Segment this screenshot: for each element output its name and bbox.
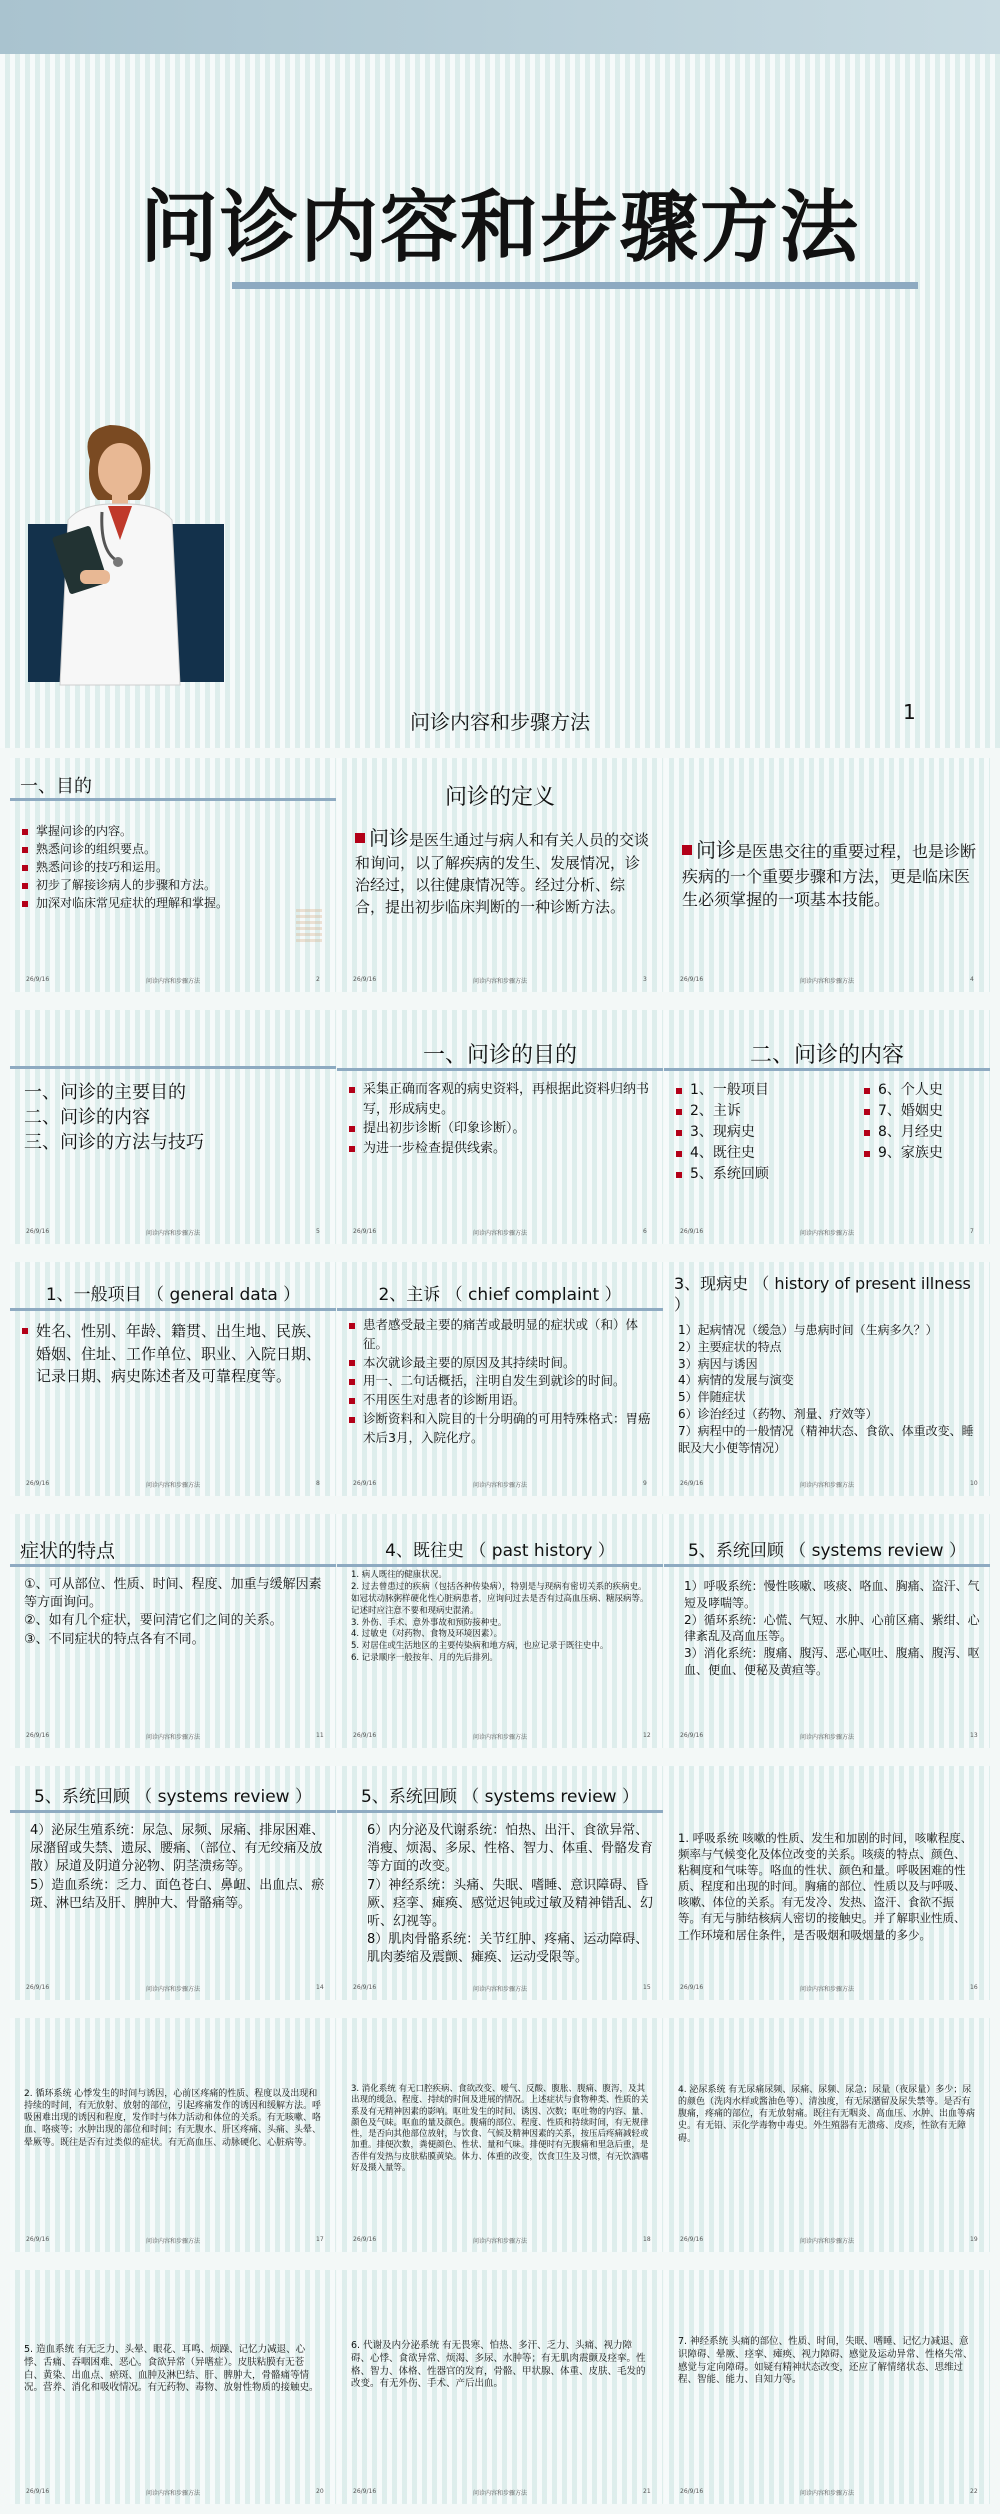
list-item: 2. 过去曾患过的疾病（包括各种传染病），特别是与现病有密切关系的疾病史。如冠状动脉粥样硬化性心脏病患者，应询问过去是否有过高血压病、糖尿病等。记述时应注意不要和现病史混淆。 bbox=[351, 1581, 649, 1616]
list-item: 9、家族史 bbox=[864, 1143, 980, 1164]
slide-number: 17 bbox=[316, 2236, 324, 2243]
endocrine-text: 6. 代谢及内分泌系统 有无畏寒、怕热、多汗、乏力、头痛、视力障碍、心悸、食欲异常、烦渴、多尿、水肿等；有无肌肉震颤及痉挛。性格、智力、体格、性器官的发育，骨骼、甲状腺、体重、皮肤、毛发的改变。有无外伤、手术、产后出血。 bbox=[351, 2340, 646, 2390]
slide-5 bbox=[10, 1010, 336, 1244]
slide-9 bbox=[337, 1262, 663, 1496]
footer-title: 问诊内容和步骤方法 bbox=[800, 1230, 855, 1237]
footer-title: 问诊内容和步骤方法 bbox=[473, 978, 528, 985]
list-item: 4）泌尿生殖系统：尿急、尿频、尿痛、排尿困难、尿潴留或失禁、遗尿、腰痛、（部位、有无绞痛及放散）尿道及阴道分泌物、阴茎溃疡等。 bbox=[30, 1823, 325, 1875]
title-divider bbox=[10, 798, 336, 801]
footer-title: 问诊内容和步骤方法 bbox=[146, 978, 201, 985]
footer-date: 26/9/16 bbox=[26, 1480, 50, 1487]
slide-17 bbox=[10, 2018, 336, 2252]
list-item: 2）主要症状的特点 bbox=[678, 1339, 782, 1354]
content-list-col2 bbox=[864, 1080, 980, 1164]
list-item: 7、婚姻史 bbox=[864, 1101, 980, 1122]
list-item: 5）伴随症状 bbox=[678, 1390, 746, 1405]
slide-number: 19 bbox=[970, 2236, 978, 2243]
list-item: 6）诊治经过（药物、剂量、疗效等） bbox=[678, 1406, 878, 1421]
list-item: 1. 病人既往的健康状况。 bbox=[351, 1570, 447, 1580]
content-list-col1 bbox=[676, 1080, 826, 1185]
footer-date: 26/9/16 bbox=[26, 1984, 50, 1991]
slide-footer bbox=[680, 2236, 978, 2245]
slide-number: 4 bbox=[970, 976, 974, 983]
footer-date: 26/9/16 bbox=[680, 976, 704, 983]
slide-11 bbox=[10, 1514, 336, 1748]
slide-footer bbox=[680, 2488, 978, 2497]
footer-title: 问诊内容和步骤方法 bbox=[800, 1986, 855, 1993]
slide-13 bbox=[664, 1514, 990, 1748]
slide-number: 15 bbox=[643, 1984, 651, 1991]
footer-title: 问诊内容和步骤方法 bbox=[146, 2490, 201, 2497]
list-item: 7）病程中的一般情况（精神状态、食欲、体重改变、睡眠及大小便等情况） bbox=[678, 1423, 974, 1455]
slide-footer bbox=[26, 1732, 324, 1741]
list-item: 本次就诊最主要的原因及其持续时间。 bbox=[349, 1354, 653, 1373]
footer-date: 26/9/16 bbox=[26, 976, 50, 983]
slide-title: 4、既往史 （ past history ） bbox=[385, 1541, 615, 1561]
outline-list bbox=[24, 1080, 326, 1156]
slide-20 bbox=[10, 2270, 336, 2504]
list-item: 5）造血系统：乏力、面色苍白、鼻衄、出血点、瘀斑、淋巴结及肝、脾肿大、骨骼痛等。 bbox=[30, 1877, 325, 1911]
slide-footer bbox=[26, 1984, 324, 1993]
slide-7 bbox=[664, 1010, 990, 1244]
slide-6 bbox=[337, 1010, 663, 1244]
list-item: 6. 记录顺序一般按年、月的先后排列。 bbox=[351, 1653, 498, 1664]
slide-footer bbox=[26, 2488, 324, 2497]
cover-title-underline bbox=[232, 282, 918, 289]
footer-date: 26/9/16 bbox=[680, 1984, 704, 1991]
footer-title: 问诊内容和步骤方法 bbox=[146, 1482, 201, 1489]
slide-footer bbox=[680, 1228, 974, 1237]
slide-4 bbox=[664, 758, 990, 992]
list-item: 2）循环系统：心慌、气短、水肿、心前区痛、紫绀、心律紊乱及高血压等。 bbox=[684, 1612, 980, 1644]
list-item: 提出初步诊断（印象诊断）。 bbox=[349, 1119, 653, 1139]
list-item: 1、一般项目 bbox=[676, 1080, 826, 1101]
slide-title: 5、系统回顾 （ systems review ） bbox=[688, 1541, 966, 1561]
keyword: 问诊 bbox=[696, 838, 736, 862]
title-divider bbox=[10, 1308, 336, 1311]
importance-text bbox=[682, 836, 978, 911]
slide-footer bbox=[353, 1984, 651, 1993]
slide-number: 22 bbox=[970, 2488, 978, 2495]
list-item: 熟悉问诊的组织要点。 bbox=[22, 840, 326, 858]
slide-title: 2、主诉 （ chief complaint ） bbox=[378, 1285, 622, 1305]
cover-page-number: 1 bbox=[903, 700, 916, 724]
list-item: 6）内分泌及代谢系统：怕热、出汗、食欲异常、消瘦、烦渴、多尿、性格、智力、体重、骨骼发育等方面的改变。 bbox=[367, 1823, 654, 1875]
bullet-list bbox=[22, 822, 326, 912]
doctor-illustration bbox=[50, 420, 190, 690]
slide-number: 7 bbox=[970, 1228, 974, 1235]
footer-title: 问诊内容和步骤方法 bbox=[473, 1734, 528, 1741]
footer-title: 问诊内容和步骤方法 bbox=[146, 1986, 201, 1993]
cover-top-bar bbox=[0, 0, 1000, 54]
slide-footer bbox=[680, 1480, 978, 1489]
list-item: 诊断资料和入院目的十分明确的可用特殊格式：胃癌术后3月，入院化疗。 bbox=[349, 1410, 653, 1448]
slide-number: 18 bbox=[643, 2236, 651, 2243]
slide-number: 10 bbox=[970, 1480, 978, 1487]
urinary-text: 4. 泌尿系统 有无尿痛尿频、尿痛、尿频、尿急；尿量（夜尿量）多少；尿的颜色（洗肉水样或酱油色等）、清浊度，有无尿潴留及尿失禁等。是否有腹痛，疼痛的部位，有无放射痛。既往有无咽炎、高血压、水肿、出血等病史。有无铅、汞化学毒物中毒史。外生殖器有无溃疡、皮疹，性欲有无障碍。 bbox=[678, 2085, 976, 2144]
slide-19 bbox=[664, 2018, 990, 2252]
list-item: 二、问诊的内容 bbox=[24, 1107, 150, 1129]
list-item: 3）消化系统：腹痛、腹泻、恶心呕吐、腹痛、腹泻、呕血、便血、便秘及黄疸等。 bbox=[684, 1646, 980, 1677]
list-item: 一、问诊的主要目的 bbox=[24, 1082, 186, 1103]
list-item: 6、个人史 bbox=[864, 1080, 980, 1101]
bullet-marker bbox=[682, 845, 692, 855]
footer-title: 问诊内容和步骤方法 bbox=[473, 2238, 528, 2245]
list-item: 1）呼吸系统：慢性咳嗽、咳痰、咯血、胸痛、盗汗、气短及哮喘等。 bbox=[684, 1579, 980, 1610]
list-item: 不用医生对患者的诊断用语。 bbox=[349, 1391, 653, 1410]
list-item: 用一、二句话概括，注明自发生到就诊的时间。 bbox=[349, 1372, 653, 1391]
slide-22 bbox=[664, 2270, 990, 2504]
past-history-list bbox=[351, 1570, 653, 1665]
footer-title: 问诊内容和步骤方法 bbox=[800, 1482, 855, 1489]
footer-title: 问诊内容和步骤方法 bbox=[800, 2238, 855, 2245]
title-divider bbox=[664, 1068, 990, 1071]
slide-title: 5、系统回顾 （ systems review ） bbox=[34, 1787, 312, 1807]
slide-3 bbox=[337, 758, 663, 992]
footer-date: 26/9/16 bbox=[680, 2488, 704, 2495]
bullet-list bbox=[349, 1316, 653, 1447]
title-divider bbox=[337, 1810, 663, 1813]
respiratory-text: 1. 呼吸系统 咳嗽的性质、发生和加剧的时间，咳嗽程度、频率与气候变化及体位改变的关系。咳痰的特点、颜色、粘稠度和气味等。咯血的性状、颜色和量。呼吸困难的性质、程度和出现的时间。胸痛的部位、性质以及与呼吸、咳嗽、体位的关系。有无发冷、发热、盗汗、食欲不振等。有无与肺结核病人密切的接触史。并了解职业性质、工作环境和居住条件，是否吸烟和吸烟量的多少。 bbox=[678, 1831, 973, 1942]
footer-title: 问诊内容和步骤方法 bbox=[800, 1734, 855, 1741]
keyword: 问诊 bbox=[369, 826, 409, 850]
slide-10 bbox=[664, 1262, 990, 1496]
slide-number: 12 bbox=[643, 1732, 651, 1739]
list-item: 4、既往史 bbox=[676, 1143, 826, 1164]
footer-date: 26/9/16 bbox=[680, 2236, 704, 2243]
slide-number: 2 bbox=[316, 976, 320, 983]
list-item: ①、可从部位、性质、时间、程度、加重与缓解因素等方面询问。 bbox=[24, 1577, 322, 1611]
title-divider bbox=[337, 1564, 663, 1567]
footer-date: 26/9/16 bbox=[353, 2488, 377, 2495]
footer-date: 26/9/16 bbox=[353, 1732, 377, 1739]
systems-list bbox=[684, 1578, 980, 1679]
slide-number: 13 bbox=[970, 1732, 978, 1739]
decoration bbox=[296, 908, 322, 942]
hematologic-text: 5. 造血系统 有无乏力、头晕、眼花、耳鸣、烦躁、记忆力减退、心悸、舌痛、吞咽困难、恶心。食欲异常（异嗜症）。皮肤粘膜有无苍白、黄染、出血点、瘀斑、血肿及淋巴结、肝、脾肿大，骨骼痛等情况。营养、消化和吸收情况。有无药物、毒物、放射性物质的接触史。 bbox=[24, 2344, 319, 2394]
list-item: 3. 外伤、手术、意外事故和预防接种史。 bbox=[351, 1617, 507, 1628]
slide-21 bbox=[337, 2270, 663, 2504]
footer-date: 26/9/16 bbox=[26, 1732, 50, 1739]
slide-footer bbox=[26, 1228, 320, 1237]
slide-footer bbox=[680, 1732, 978, 1741]
cover-title: 问诊内容和步骤方法 bbox=[139, 183, 860, 273]
footer-date: 26/9/16 bbox=[680, 1480, 704, 1487]
slide-footer bbox=[353, 1480, 647, 1489]
list-item: 患者感受最主要的痛苦或最明显的症状或（和）体征。 bbox=[349, 1316, 653, 1354]
definition-body: 是医生通过与病人和有关人员的交谈和询问，以了解疾病的发生、发展情况，诊治经过，以往健康情况等。经过分析、综合，提出初步临床判断的一种诊断方法。 bbox=[355, 831, 650, 916]
footer-title: 问诊内容和步骤方法 bbox=[146, 2238, 201, 2245]
list-item: 4. 过敏史（对药物、食物及环境因素）。 bbox=[351, 1629, 503, 1640]
footer-title: 问诊内容和步骤方法 bbox=[146, 1230, 201, 1237]
list-item: 初步了解接诊病人的步骤和方法。 bbox=[22, 876, 326, 894]
slide-title: 二、问诊的内容 bbox=[749, 1043, 904, 1068]
bullet-list bbox=[349, 1080, 653, 1158]
slide-title: 3、现病史 （ history of present illness ） bbox=[674, 1274, 971, 1314]
slide-number: 5 bbox=[316, 1228, 320, 1235]
slide-12 bbox=[337, 1514, 663, 1748]
slide-footer bbox=[353, 976, 647, 985]
title-divider bbox=[337, 1068, 663, 1071]
list-item: 三、问诊的方法与技巧 bbox=[24, 1132, 204, 1154]
footer-date: 26/9/16 bbox=[353, 1480, 377, 1487]
slide-footer bbox=[353, 2236, 651, 2245]
slide-title: 一、目的 bbox=[20, 776, 92, 797]
slide-title: 症状的特点 bbox=[20, 1540, 116, 1562]
slide-title: 1、一般项目 （ general data ） bbox=[45, 1285, 301, 1305]
list-item: 5. 对居住或生活地区的主要传染病和地方病，也应记录于既往史中。 bbox=[351, 1641, 609, 1652]
footer-date: 26/9/16 bbox=[353, 1228, 377, 1235]
list-item: 3）病因与诱因 bbox=[678, 1356, 758, 1371]
slide-footer bbox=[680, 1984, 978, 1993]
bullet-marker bbox=[355, 833, 365, 843]
list-item: 3、现病史 bbox=[676, 1122, 826, 1143]
title-divider bbox=[337, 1308, 663, 1311]
slide-number: 16 bbox=[970, 1984, 978, 1991]
slide-title: 5、系统回顾 （ systems review ） bbox=[361, 1787, 639, 1807]
slide-footer bbox=[26, 2236, 324, 2245]
slide-footer bbox=[353, 1732, 651, 1741]
slide-number: 20 bbox=[316, 2488, 324, 2495]
feature-list bbox=[24, 1576, 326, 1649]
list-item: 掌握问诊的内容。 bbox=[22, 822, 326, 840]
cover-subtitle: 问诊内容和步骤方法 bbox=[410, 710, 590, 734]
slide-title: 一、问诊的目的 bbox=[422, 1043, 577, 1068]
slide-footer bbox=[26, 976, 320, 985]
slide-8 bbox=[10, 1262, 336, 1496]
footer-date: 26/9/16 bbox=[353, 976, 377, 983]
definition-text bbox=[355, 824, 651, 918]
list-item: 7）神经系统：头痛、失眠、嗜睡、意识障碍、昏厥、痉挛、瘫痪、感觉迟钝或过敏及精神错乱、幻听、幻视等。 bbox=[367, 1877, 654, 1929]
list-item: ②、如有几个症状，要问清它们之间的关系。 bbox=[24, 1613, 283, 1629]
list-item: 姓名、性别、年龄、籍贯、出生地、民族、婚姻、住址、工作单位、职业、入院日期、记录日期、病史陈述者及可靠程度等。 bbox=[22, 1320, 326, 1388]
title-divider bbox=[664, 1564, 990, 1567]
slide-number: 6 bbox=[643, 1228, 647, 1235]
slide-number: 21 bbox=[643, 2488, 651, 2495]
slide-number: 14 bbox=[316, 1984, 324, 1991]
list-item: 采集正确而客观的病史资料，再根据此资料归纳书写，形成病史。 bbox=[349, 1080, 653, 1119]
title-divider bbox=[10, 1564, 336, 1567]
footer-date: 26/9/16 bbox=[680, 1732, 704, 1739]
cover-slide bbox=[0, 0, 1000, 748]
footer-date: 26/9/16 bbox=[680, 1228, 704, 1235]
systems-list bbox=[30, 1822, 326, 1913]
slide-footer bbox=[353, 2488, 651, 2497]
footer-title: 问诊内容和步骤方法 bbox=[800, 2490, 855, 2497]
list-item: 8）肌肉骨骼系统：关节红肿、疼痛、运动障碍、肌肉萎缩及震颤、瘫痪、运动受限等。 bbox=[367, 1932, 649, 1966]
footer-title: 问诊内容和步骤方法 bbox=[473, 1986, 528, 1993]
footer-date: 26/9/16 bbox=[353, 1984, 377, 1991]
footer-title: 问诊内容和步骤方法 bbox=[146, 1734, 201, 1741]
circulatory-text: 2. 循环系统 心悸发生的时间与诱因，心前区疼痛的性质、程度以及出现和持续的时间，有无放射、放射的部位，引起疼痛发作的诱因和缓解方法。呼吸困难出现的诱因和程度，发作时与体力活动和体位的关系。有无咳嗽、咯血、咯痰等；水肿出现的部位和时间；有无腹水、肝区疼痛、头痛、头晕、晕厥等。既往是否有过类似的症状。有无高血压、动脉硬化、心脏病等。 bbox=[24, 2089, 322, 2148]
slide-15 bbox=[337, 1766, 663, 2000]
footer-title: 问诊内容和步骤方法 bbox=[800, 978, 855, 985]
slide-18 bbox=[337, 2018, 663, 2252]
footer-date: 26/9/16 bbox=[26, 2236, 50, 2243]
footer-date: 26/9/16 bbox=[26, 2488, 50, 2495]
bullet-list bbox=[22, 1320, 326, 1388]
footer-title: 问诊内容和步骤方法 bbox=[473, 1482, 528, 1489]
list-item: 为进一步检查提供线索。 bbox=[349, 1139, 653, 1159]
footer-title: 问诊内容和步骤方法 bbox=[473, 2490, 528, 2497]
neurologic-text: 7. 神经系统 头痛的部位、性质、时间，失眠、嗜睡、记忆力减退、意识障碍、晕厥、痉挛、瘫痪、视力障碍、感觉及运动异常、性格失常、感觉与定向障碍。如疑有精神状态改变，还应了解情绪状态、思维过程、智能、能力、自知力等。 bbox=[678, 2336, 973, 2386]
title-divider bbox=[10, 1810, 336, 1813]
footer-date: 26/9/16 bbox=[26, 1228, 50, 1235]
list-item: 加深对临床常见症状的理解和掌握。 bbox=[22, 894, 326, 912]
slide-number: 9 bbox=[643, 1480, 647, 1487]
list-item: ③、不同症状的特点各有不同。 bbox=[24, 1631, 205, 1647]
footer-title: 问诊内容和步骤方法 bbox=[473, 1230, 528, 1237]
systems-list bbox=[367, 1822, 653, 1968]
slide-footer bbox=[26, 1480, 320, 1489]
slide-14 bbox=[10, 1766, 336, 2000]
slide-2 bbox=[10, 758, 336, 992]
slide-footer bbox=[680, 976, 974, 985]
slide-footer bbox=[353, 1228, 647, 1237]
list-item: 2、主诉 bbox=[676, 1101, 826, 1122]
slide-number: 3 bbox=[643, 976, 647, 983]
slide-title: 问诊的定义 bbox=[444, 785, 555, 810]
slide-16 bbox=[664, 1766, 990, 2000]
title-divider bbox=[10, 1066, 336, 1069]
list-item: 4）病情的发展与演变 bbox=[678, 1373, 794, 1388]
slide-number: 8 bbox=[316, 1480, 320, 1487]
list-item: 熟悉问诊的技巧和运用。 bbox=[22, 858, 326, 876]
slide-number: 11 bbox=[316, 1732, 324, 1739]
history-list bbox=[678, 1322, 980, 1456]
digestive-text: 3. 消化系统 有无口腔疾病、食欲改变、嗳气、反酸、腹胀、腹痛、腹泻，及其出现的缓急、程度、持续的时间及进展的情况。上述症状与食物种类、性质的关系及有无精神因素的影响。呕吐发生的时间、诱因、次数；呕吐物的内容、量、颜色及气味。呕血的量及颜色。腹痛的部位、程度、性质和持续时间，有无规律性，是否向其他部位放射，与饮食、气候及精神因素的关系，按压后疼痛减轻或加重。排便次数，粪便颜色、性状、量和气味。排便时有无腹痛和里急后重，是否伴有发热与皮肤粘膜黄染。体力、体重的改变，饮食卫生及习惯，有无饮酒嗜好及摄入量等。 bbox=[351, 2084, 649, 2174]
importance-body: 是医患交往的重要过程，也是诊断疾病的一个重要步骤和方法，更是临床医生必须掌握的一项基本技能。 bbox=[682, 842, 977, 910]
list-item: 5、系统回顾 bbox=[676, 1164, 826, 1185]
footer-date: 26/9/16 bbox=[353, 2236, 377, 2243]
list-item: 8、月经史 bbox=[864, 1122, 980, 1143]
list-item: 1）起病情况（缓急）与患病时间（生病多久？） bbox=[678, 1323, 938, 1337]
